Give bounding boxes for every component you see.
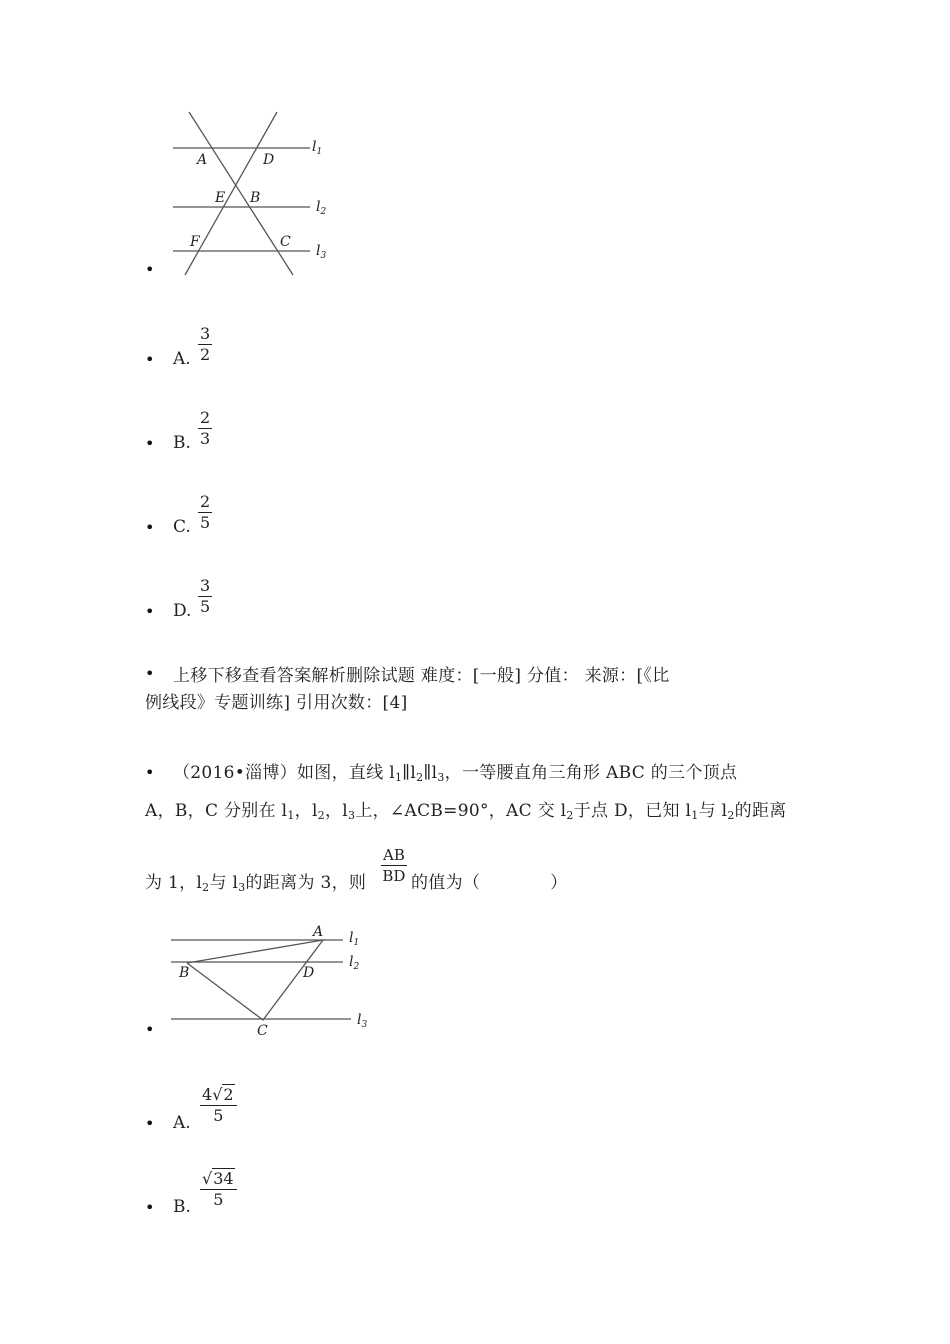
label-A: A: [197, 152, 208, 168]
bullet: •: [145, 260, 155, 279]
bullet: •: [145, 1198, 155, 1217]
label-D: D: [263, 152, 275, 168]
bullet: •: [145, 518, 155, 537]
label-l1: $l_1$: [312, 139, 323, 157]
label-E: E: [215, 190, 226, 206]
option-letter: B.: [173, 1197, 191, 1217]
label-l3: $l_3$: [357, 1012, 368, 1030]
figure-parallel-lines: [165, 108, 340, 283]
option-letter: A.: [173, 1113, 191, 1133]
question-meta-line2: 例线段》专题训练] 引用次数：[4]: [145, 693, 408, 713]
label-l3: $l_3$: [316, 243, 327, 261]
label-l2: $l_2$: [316, 199, 327, 217]
label-D: D: [303, 965, 315, 981]
bullet: •: [145, 1114, 155, 1133]
bullet: •: [145, 1020, 155, 1039]
bullet: •: [145, 434, 155, 453]
option-letter: D.: [173, 601, 192, 621]
option-fraction: $\frac{3}{5}$: [200, 576, 211, 616]
label-B: B: [250, 190, 261, 206]
option-fraction: $\frac{3}{2}$: [200, 324, 211, 364]
option-fraction: $\frac{4√2}{5}$: [200, 1086, 237, 1126]
option-fraction: $\frac{√34}{5}$: [200, 1170, 237, 1210]
label-C: C: [280, 234, 291, 250]
question2-line3-end: 的值为（ ）: [411, 873, 568, 893]
label-l1: $l_1$: [349, 930, 360, 948]
label-A: A: [313, 924, 324, 940]
bullet: •: [145, 350, 155, 369]
label-l2: $l_2$: [349, 954, 360, 972]
bullet: •: [145, 664, 155, 683]
option-fraction: $\frac{2}{3}$: [200, 408, 211, 448]
option-letter: C.: [173, 517, 191, 537]
question2-line3: 为 1，$l_2$与 $l_3$的距离为 3，则: [145, 873, 367, 894]
label-B: B: [179, 965, 190, 981]
figure-triangle: [165, 920, 380, 1045]
bullet: •: [145, 763, 155, 782]
question-meta-line1[interactable]: 上移下移查看答案解析删除试题 难度：[一般] 分值： 来源：[《比: [173, 666, 670, 686]
option-letter: A.: [173, 349, 191, 369]
bullet: •: [145, 602, 155, 621]
question2-line2: A，B，C 分别在 $l_1$，$l_2$，$l_3$上，∠ACB=90°，AC 交 $l_2$于点 D，已知 $l_1$与 $l_2$的距离: [145, 801, 787, 822]
label-C: C: [257, 1023, 268, 1039]
question2-line1: （2016•淄博）如图，直线 $l_1\parallel l_2\parallel l_3$，一等腰直角三角形 ABC 的三个顶点: [173, 763, 738, 784]
option-letter: B.: [173, 433, 191, 453]
label-F: F: [190, 234, 200, 250]
option-fraction: $\frac{2}{5}$: [200, 492, 211, 532]
fraction-ab-bd: $\frac{AB}{BD}$: [382, 846, 406, 885]
